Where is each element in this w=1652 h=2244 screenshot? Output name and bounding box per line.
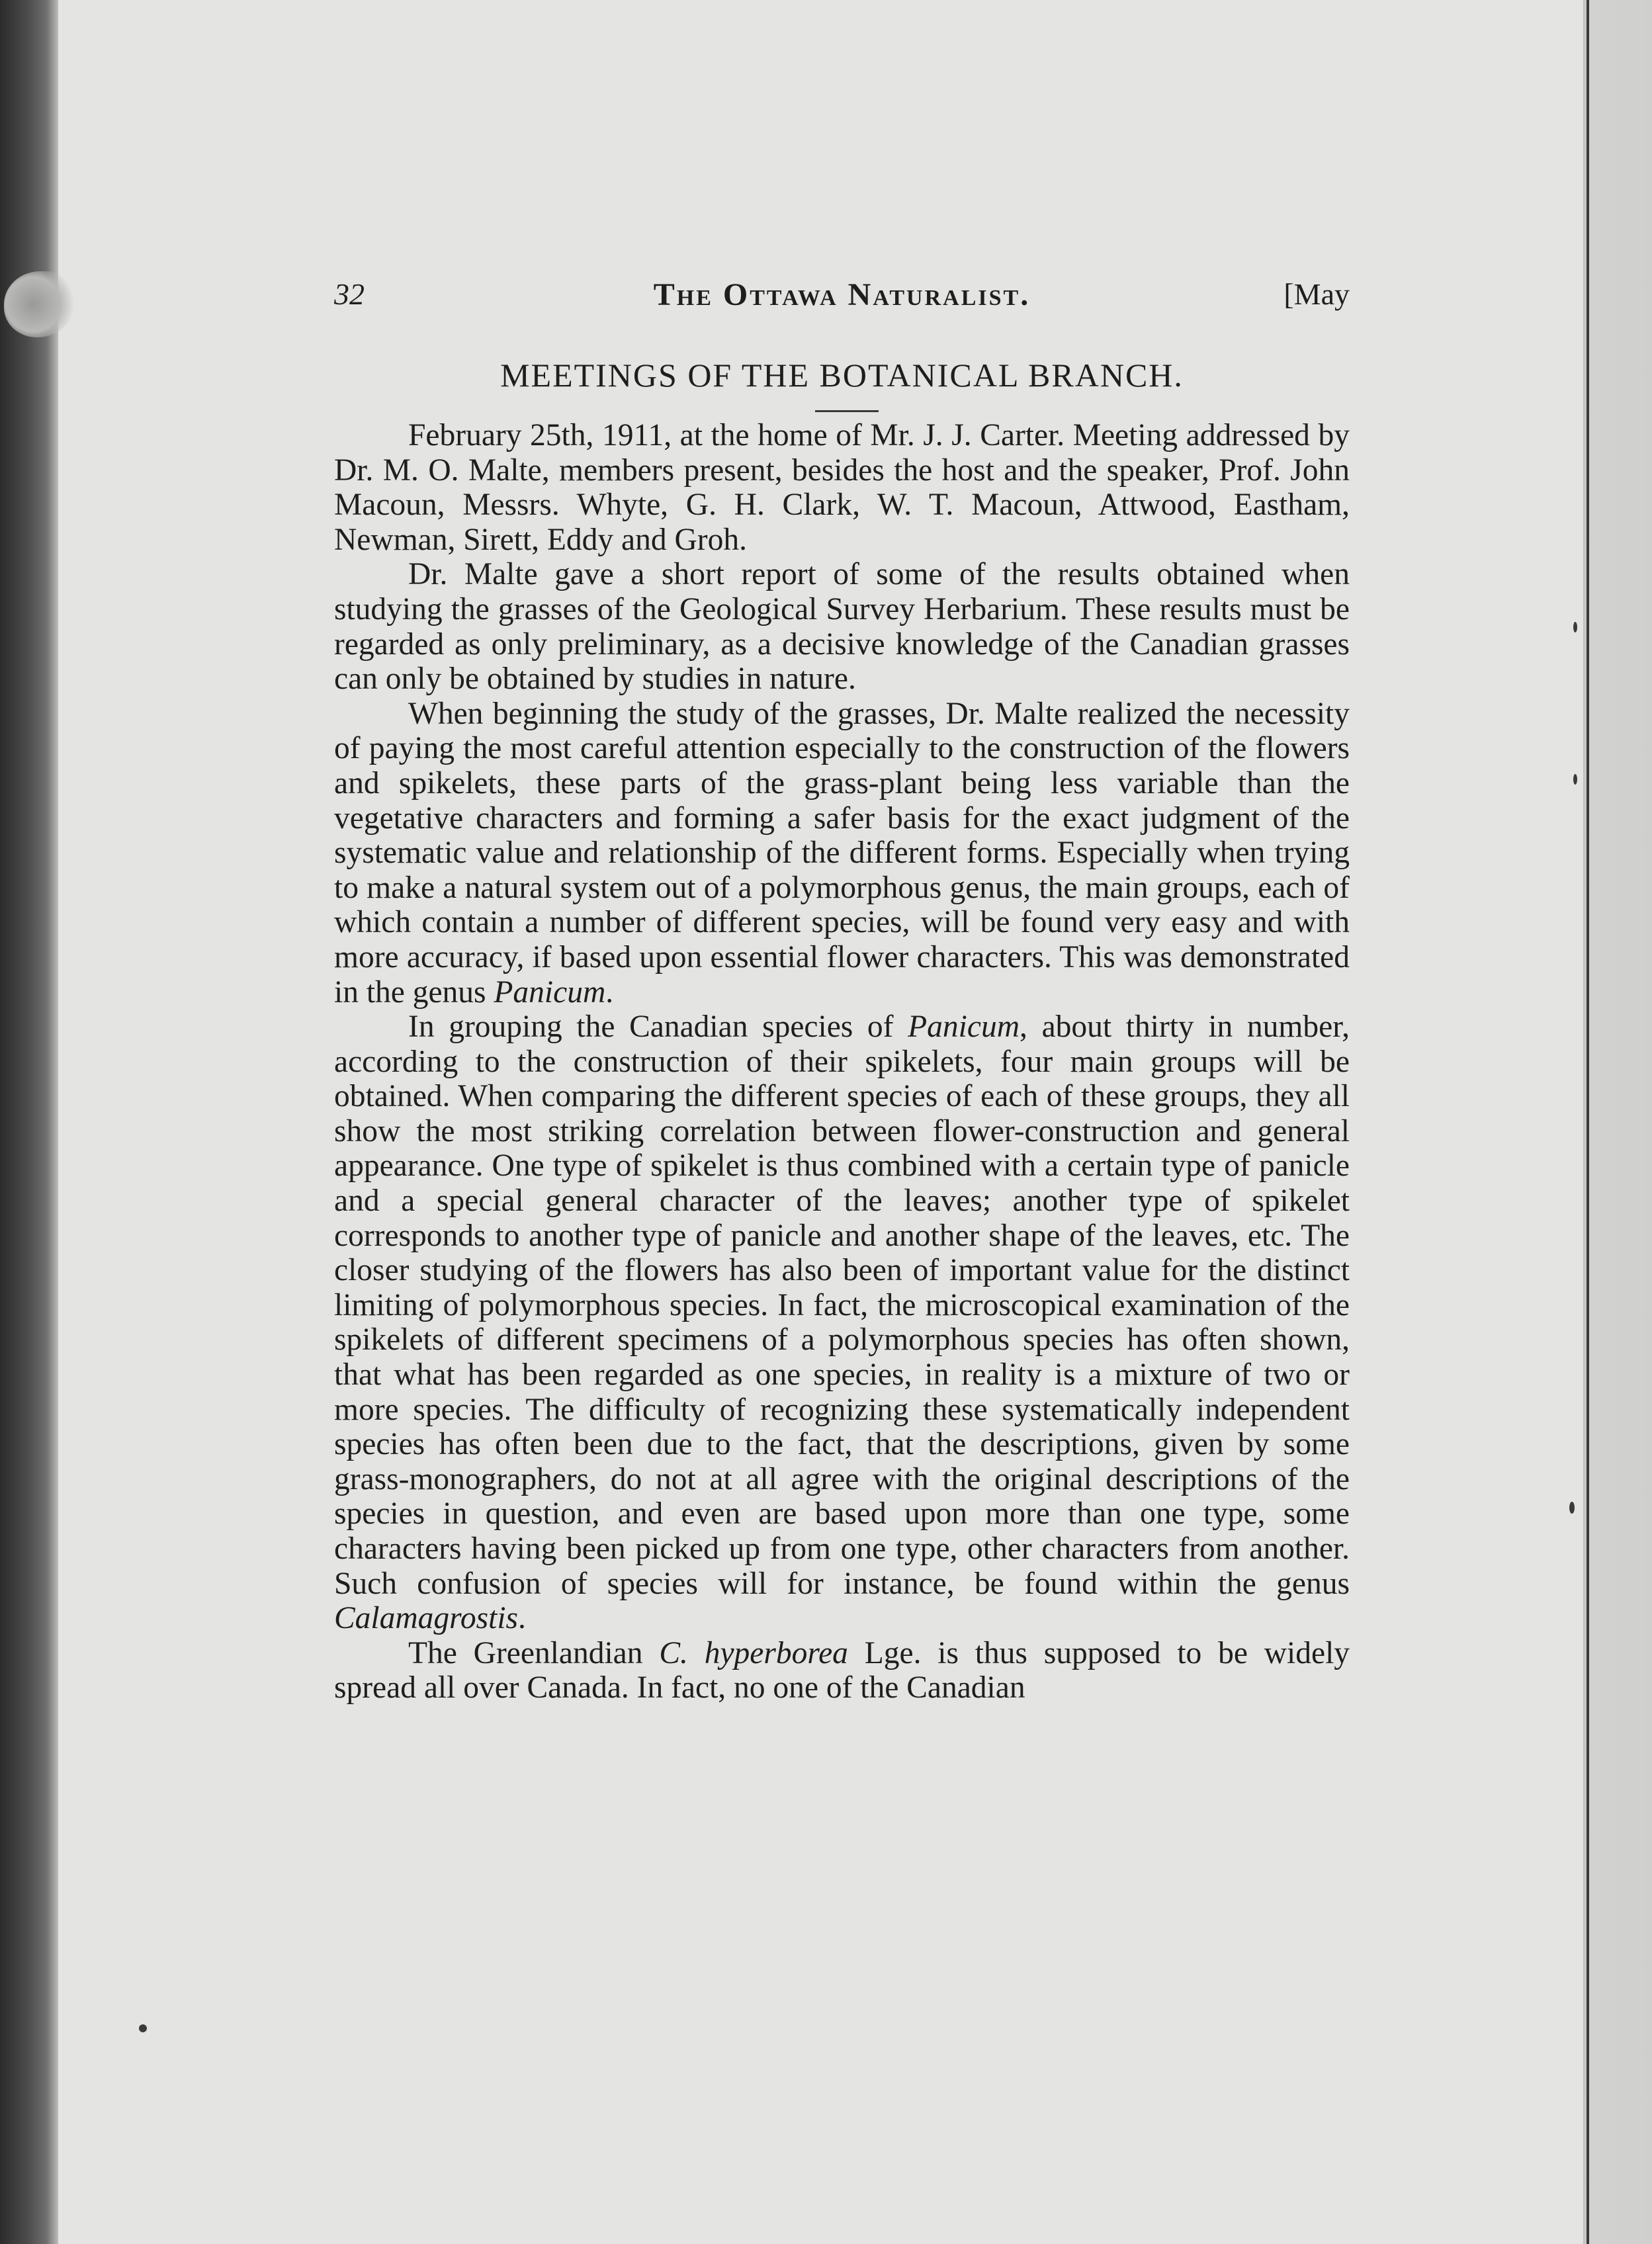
ink-speck	[1569, 1502, 1575, 1514]
paragraph	[334, 1010, 1350, 1636]
running-title: The Ottawa Naturalist.	[653, 277, 1031, 312]
title-rule	[815, 410, 879, 412]
issue-month: [May	[1283, 277, 1350, 311]
punctuation: .	[518, 1601, 526, 1636]
paragraph	[334, 418, 1350, 557]
paragraph-text: February 25th, 1911, at the home of Mr. J. J. Carter. Meeting addressed by Dr. M. O. Malte, members present, besides the host and the speaker, Prof. John Macoun, Messrs. Whyte, G. H. Clark, W. T. Macoun, Attwood, Eastham, Newman, Sirett, Eddy and Groh.	[334, 418, 1350, 557]
species-name: C. hyperborea	[659, 1635, 848, 1670]
paragraph-text: In grouping the Canadian species of	[408, 1010, 894, 1045]
genus-name: Panicum	[908, 1010, 1020, 1045]
section-title: MEETINGS OF THE BOTANICAL BRANCH.	[500, 357, 1184, 394]
paragraph-text: Dr. Malte gave a short report of some of the results obtained when studying the grasses of the Geological Survey Herbarium. These results must be regarded as only preliminary, as a decisive knowledge of the Canadian grasses can only be obtained by studies in nature.	[334, 557, 1350, 697]
page-number: 32	[334, 277, 365, 311]
page-header	[334, 277, 1350, 323]
genus-name: Panicum	[494, 974, 606, 1010]
ink-speck	[1573, 622, 1577, 632]
paragraph-text: , about thirty in number, according to the construction of their spikelets, four main groups will be obtained. When comparing the different species of each of these groups, they all show the most striking correlation between flower-construction and general appearance. One type of spikelet is thus combined with a certain type of panicle and a special general character of the leaves; another type of spikelet corresponds to another type of panicle and another shape of the leaves, etc. The closer studying of the flowers has also been of important value for the distinct limiting of polymorphous species. In fact, the microscopical examination of the spikelets of different specimens of a polymorphous species has often shown, that what has been regarded as one species, in reality is a mixture of two or more species. The difficulty of recognizing these systematically independent species has often been due to the fact, that the descriptions, given by some grass-monographers, do not at all agree with the original descriptions of the species in question, and even are based upon more than one type, some characters having been picked up from one type, other characters from another. Such confusion of species will for instance, be found within the genus	[334, 1010, 1350, 1601]
paragraph-text: The Greenlandian	[408, 1635, 643, 1670]
paragraph-text: Lge. is thus supposed to be widely spread all over Canada. In fact, no one of the Canadian	[334, 1635, 1350, 1705]
ink-speck	[139, 2024, 147, 2032]
article-body	[334, 418, 1350, 1705]
paragraph-text: When beginning the study of the grasses, Dr. Malte realized the necessity of paying the most careful attention especially to the construction of the flowers and spikelets, these parts of the grass-plant being less variable than the vegetative characters and forming a safer basis for the exact judgment of the systematic value and relationship of the different forms. Especially when trying to make a natural system out of a polymorphous genus, the main groups, each of which contain a number of different species, will be found very easy and with more accuracy, if based upon essential flower characters. This was demonstrated in the genus	[334, 696, 1350, 1010]
punctuation: .	[605, 974, 614, 1010]
ink-speck	[1573, 774, 1577, 785]
facing-page-edge	[1583, 0, 1652, 2244]
genus-name: Calamagrostis	[334, 1601, 519, 1636]
paragraph	[334, 557, 1350, 696]
paragraph	[334, 1636, 1350, 1705]
paragraph	[334, 697, 1350, 1010]
page-gutter-line	[1587, 0, 1589, 2244]
